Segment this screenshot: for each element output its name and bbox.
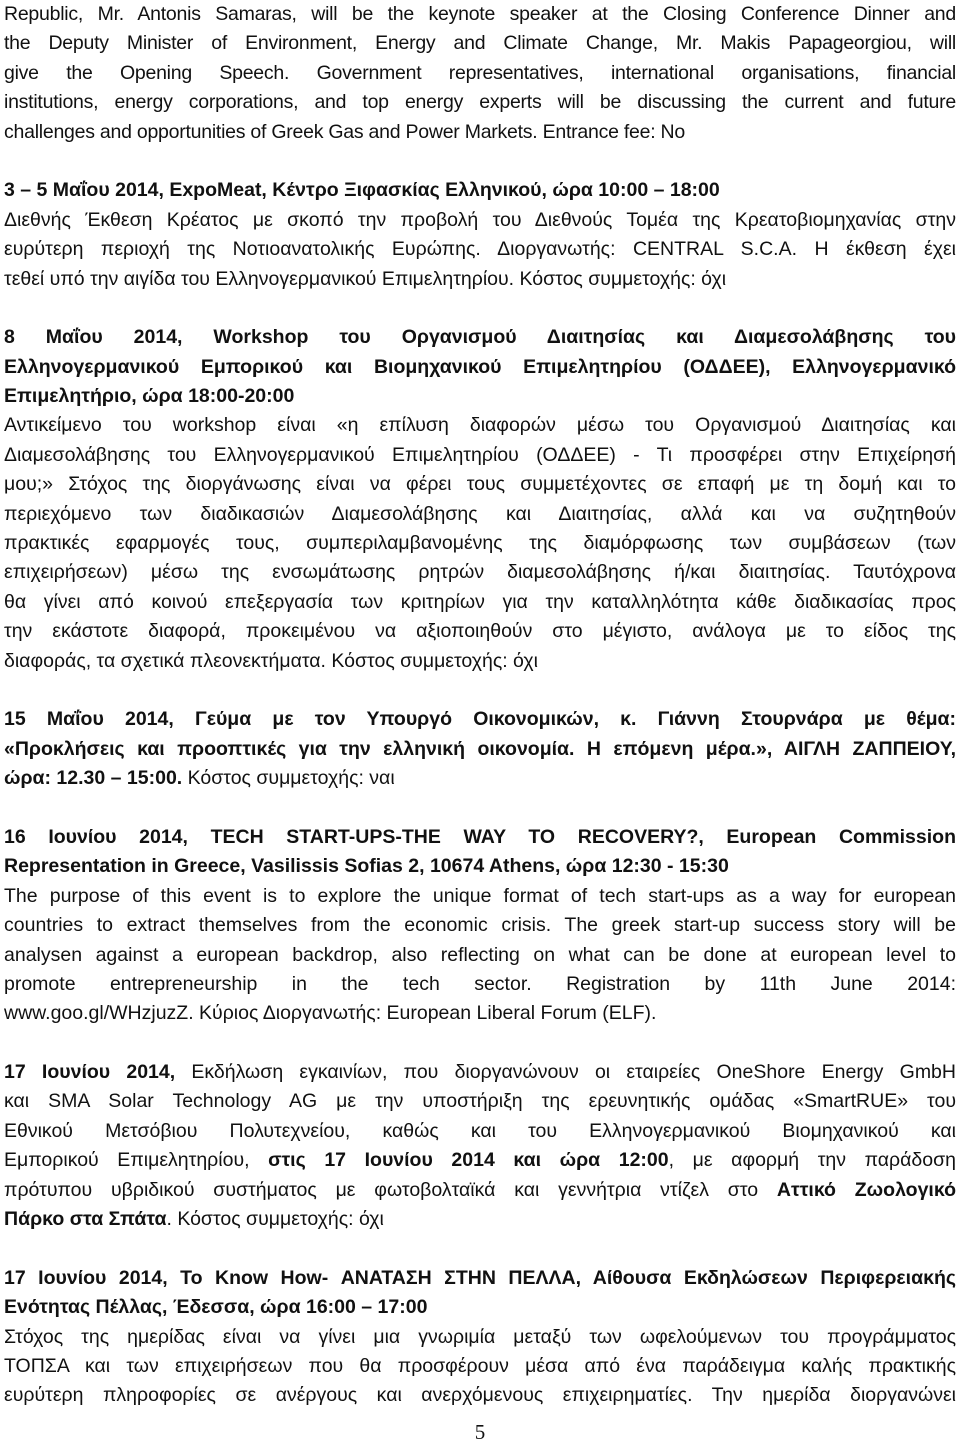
workshop-line: διαφοράς, τα σχετικά πλεονεκτήματα. Κόστος συμμετοχής: όχι [4,649,538,672]
workshop-section [4,323,956,676]
workshop-heading-line: Ελληνογερμανικού Εμπορικού και Βιομηχανικού Επιμελητηρίου (ΟΔΔΕΕ), Ελληνογερμανικό [4,355,956,378]
expomeat-heading: 3 – 5 Μαΐου 2014, ExpoMeat, Κέντρο Ξιφασκίας Ελληνικού, ώρα 10:00 – 18:00 [4,179,720,202]
inauguration-fee: . Κόστος συμμετοχής: όχι [166,1208,384,1231]
tech-heading-line: 16 Ιουνίου 2014, TECH START-UPS-THE WAY TO RECOVERY?, European Commission [4,825,956,848]
intro-line: Republic, Mr. Antonis Samaras, will be the keynote speaker at the Closing Conference Dinner and [4,3,956,25]
inauguration-line [4,1146,956,1175]
expomeat-section [4,176,956,294]
workshop-line: επιχειρήσεων) μέσω της ενσωμάτωσης ρητρών διαμεσολάβησης ή/και διαιτησίας. Ταυτόχρονα [4,561,956,584]
tech-line: www.goo.gl/WHzjuzZ. Κύριος Διοργανωτής: European Liberal Forum (ELF). [4,1002,657,1025]
intro-line: institutions, energy corporations, and top energy experts will be discussing the current and future [4,91,956,114]
lunch-fee: Κόστος συμμετοχής: ναι [182,767,395,790]
knowhow-heading-line: 17 Ιουνίου 2014, To Know How- ΑΝΑΤΑΣΗ ΣΤΗΝ ΠΕΛΛΑ, Αίθουσα Εκδηλώσεων Περιφερειακής [4,1266,956,1289]
lunch-time: ώρα: 12.30 – 15:00. [4,767,183,790]
inauguration-section [4,1058,956,1234]
inauguration-line: Εθνικού Μετσόβιου Πολυτεχνείου, καθώς και του Ελληνογερμανικού Βιομηχανικού και [4,1119,956,1142]
workshop-line: περιεχόμενο των διαδικασιών Διαμεσολάβησης και Διαιτησίας, αλλά και να συζητηθούν [4,502,956,525]
lunch-heading-line: «Προκλήσεις και προοπτικές για την ελληνική οικονομία. Η επόμενη μέρα.», ΑΙΓΛΗ ΖΑΠΠΕΙΟΥ, [4,737,956,760]
knowhow-heading-line: Ενότητας Πέλλας, Έδεσσα, ώρα 16:00 – 17:00 [4,1296,428,1319]
expomeat-line: ευρύτερη περιοχή της Νοτιοανατολικής Ευρώπης. Διοργανωτής: CENTRAL S.C.A. Η έκθεση έχει [4,238,956,261]
tech-line: analysen against a european backdrop, also reflecting on what can be done at european level to [4,943,956,966]
workshop-line: Διαμεσολάβησης του Ελληνογερμανικού Επιμελητηρίου (ΟΔΔΕΕ) - Τι προσφέρει στην Επιχείρησή [4,443,956,466]
inauguration-line [4,1058,956,1087]
intro-line: give the Opening Speech. Government representatives, international organisations, financial [4,61,956,84]
inauguration-line [4,1205,956,1234]
inauguration-datetime: στις 17 Ιουνίου 2014 και ώρα 12:00 [268,1149,669,1172]
page-number: 5 [474,1420,486,1444]
inauguration-text: , με αφορμή την παράδοση [668,1149,956,1172]
inauguration-text: Εμπορικού Επιμελητηρίου, [4,1149,269,1172]
document-page [4,0,956,1411]
knowhow-section [4,1264,956,1411]
knowhow-line: ΤΟΠΣΑ και των επιχειρήσεων που θα προσφέρουν μέσα από ένα παράδειγμα καλής πρακτικής [4,1354,956,1377]
workshop-line: μου;» Στόχος της διοργάνωσης είναι να φέρει τους συμμετέχοντες σε επαφή με τη δομή και το [4,473,956,496]
tech-heading-line: Representation in Greece, Vasilissis Sofias 2, 10674 Athens, ώρα 12:30 - 15:30 [4,855,729,878]
inauguration-text: πρότυπου υβριδικού συστήματος με φωτοβολταϊκά και γεννήτρια ντίζελ στο [4,1178,777,1201]
tech-line: promote entrepreneurship in the tech sector. Registration by 11th June 2014: [4,972,956,995]
workshop-heading-line: 8 Μαΐου 2014, Workshop του Οργανισμού Διαιτησίας και Διαμεσολάβησης του [4,326,956,349]
inauguration-text: Εκδήλωση εγκαινίων, που διοργανώνουν οι εταιρείες OneShore Energy GmbH [175,1061,956,1084]
tech-section [4,823,956,1029]
workshop-line: Αντικείμενο του workshop είναι «η επίλυση διαφορών μέσω του Οργανισμού Διαιτησίας και [4,414,956,437]
expomeat-line: Διεθνής Έκθεση Κρέατος με σκοπό την προβολή του Διεθνούς Τομέα της Κρεατοβιομηχανίας στην [4,208,956,231]
expomeat-line: τεθεί υπό την αιγίδα του Ελληνογερμανικού Επιμελητηρίου. Κόστος συμμετοχής: όχι [4,267,727,290]
workshop-line: την εκάστοτε διαφορά, προκειμένου να αξιοποιηθούν στο μέγιστο, ανάλογα με το είδος της [4,620,956,643]
lunch-time-line [4,764,956,793]
tech-line: countries to extract themselves from the economic crisis. The greek start-up success story will be [4,914,956,937]
inauguration-line [4,1176,956,1205]
knowhow-line: Στόχος της ημερίδας είναι να γίνει μια γνωριμία μεταξύ των ωφελούμενων του προγράμματος [4,1325,956,1348]
inauguration-venue: Πάρκο στα Σπάτα [4,1208,167,1231]
inauguration-venue: Αττικό Ζωολογικό [776,1178,956,1201]
intro-paragraph [4,0,956,147]
lunch-heading-line: 15 Μαΐου 2014, Γεύμα με τον Υπουργό Οικονομικών, κ. Γιάννη Στουρνάρα με θέμα: [4,708,956,731]
workshop-line: θα γίνει από κοινού επεξεργασία των κριτηρίων για την καταλληλότητα κάθε διαδικασίας προς [4,590,956,613]
intro-line: the Deputy Minister of Environment, Energy and Climate Change, Mr. Makis Papageorgiou, will [4,32,956,55]
inauguration-line: και SMA Solar Technology AG με την υποστήριξη της ερευνητικής ομάδας «SmartRUE» του [4,1090,956,1113]
workshop-line: πρακτικές εφαρμογές τους, συμπεριλαμβανομένης της διαμόρφωσης των συμβάσεων (των [4,532,956,555]
knowhow-line: ευρύτερη πληροφορίες σε ανέργους και ανερχόμενους επιχειρηματίες. Την ημερίδα διοργανώνει [4,1384,956,1407]
intro-line: challenges and opportunities of Greek Gas and Power Markets. Entrance fee: No [4,120,685,143]
lunch-section [4,705,956,793]
inauguration-date: 17 Ιουνίου 2014, [4,1061,176,1084]
tech-line: The purpose of this event is to explore the unique format of tech start-ups as a way for european [4,884,956,907]
workshop-heading-line: Επιμελητήριο, ώρα 18:00-20:00 [4,385,295,408]
